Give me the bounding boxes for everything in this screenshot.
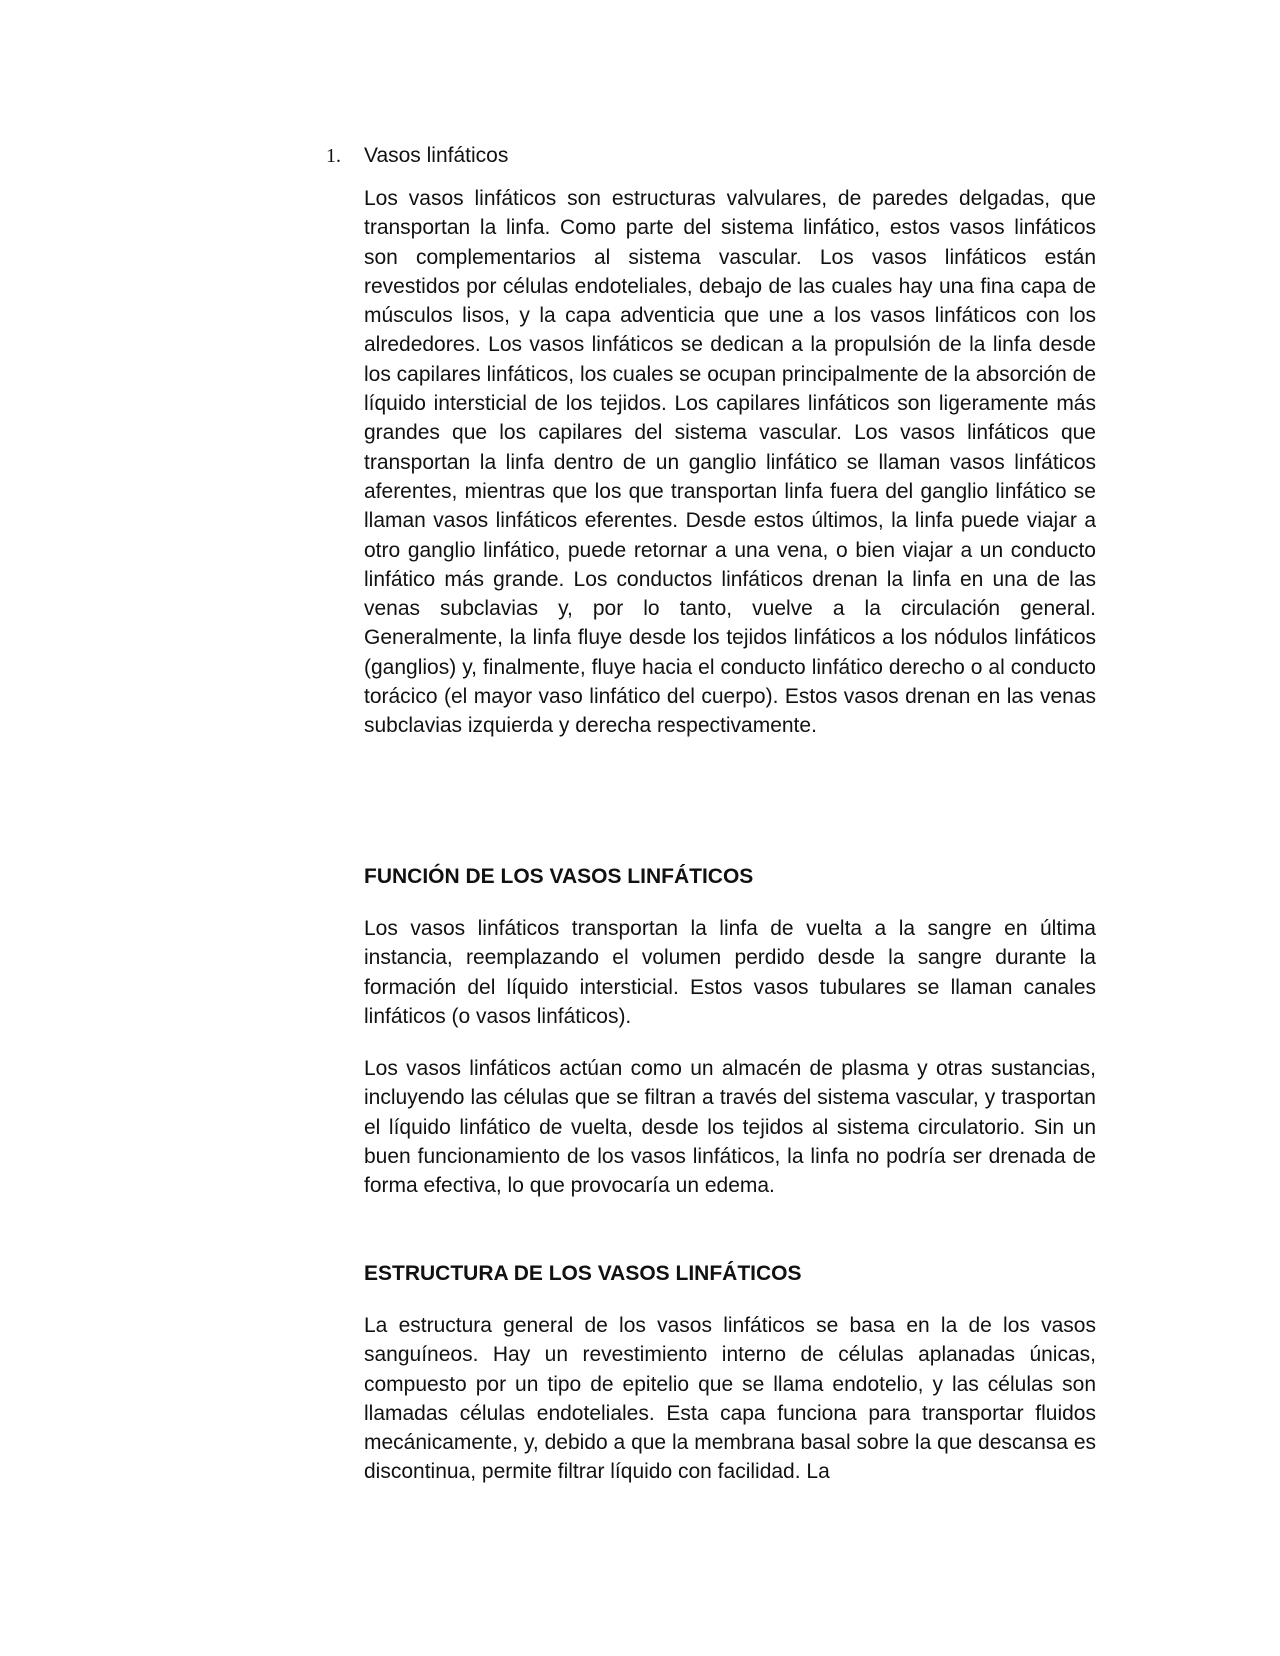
section-title: Vasos linfáticos (364, 144, 509, 167)
structure-paragraph: La estructura general de los vasos linfáticos se basa en la de los vasos sanguíneos. Hay un revestimiento interno de células aplanadas únicas, compuesto por un tipo de epitelio que se llama endotelio, y las células son llamadas células endoteliales. Esta capa funciona para transportar fluidos mecánicamente, y, debido a que la membrana basal sobre la que descansa es discontinua, permite filtrar líquido con facilidad. La (364, 1314, 1096, 1484)
list-number: 1. (326, 145, 341, 167)
function-paragraph-2: Los vasos linfáticos actúan como un almacén de plasma y otras sustancias, incluyendo las células que se filtran a través del sistema vascular, y trasportan el líquido linfático de vuelta, desde los tejidos al sistema circulatorio. Sin un buen funcionamiento de los vasos linfáticos, la linfa no podría ser drenada de forma efectiva, lo que provocaría un edema. (364, 1057, 1096, 1198)
function-paragraph-1: Los vasos linfáticos transportan la linfa de vuelta a la sangre en última instancia, reemplazando el volumen perdido desde la sangre durante la formación del líquido intersticial. Estos vasos tubulares se llaman canales linfáticos (o vasos linfáticos). (364, 917, 1096, 1028)
structure-heading: ESTRUCTURA DE LOS VASOS LINFÁTICOS (364, 1262, 802, 1285)
function-heading: FUNCIÓN DE LOS VASOS LINFÁTICOS (364, 865, 754, 888)
intro-paragraph: Los vasos linfáticos son estructuras valvulares, de paredes delgadas, que transportan la linfa. Como parte del sistema linfático, estos vasos linfáticos son complementarios al sistema vascular. Los vasos linfáticos están revestidos por células endoteliales, debajo de las cuales hay una fina capa de músculos lisos, y la capa adventicia que une a los vasos linfáticos con los alrededores. Los vasos linfáticos se dedican a la propulsión de la linfa desde los capilares linfáticos, los cuales se ocupan principalmente de la absorción de líquido intersticial de los tejidos. Los capilares linfáticos son ligeramente más grandes que los capilares del sistema vascular. Los vasos linfáticos que transportan la linfa dentro de un ganglio linfático se llaman vasos linfáticos aferentes, mientras que los que transportan linfa fuera del ganglio linfático se llaman vasos linfáticos eferentes. Desde estos últimos, la linfa puede viajar a otro ganglio linfático, puede retornar a una vena, o bien viajar a un conducto linfático más grande. Los conductos linfáticos drenan la linfa en una de las venas subclavias y, por lo tanto, vuelve a la circulación general. Generalmente, la linfa fluye desde los tejidos linfáticos a los nódulos linfáticos (ganglios) y, finalmente, fluye hacia el conducto linfático derecho o al conducto torácico (el mayor vaso linfático del cuerpo). Estos vasos drenan en las venas subclavias izquierda y derecha respectivamente. (364, 187, 1096, 738)
section-list-item (326, 142, 1096, 170)
